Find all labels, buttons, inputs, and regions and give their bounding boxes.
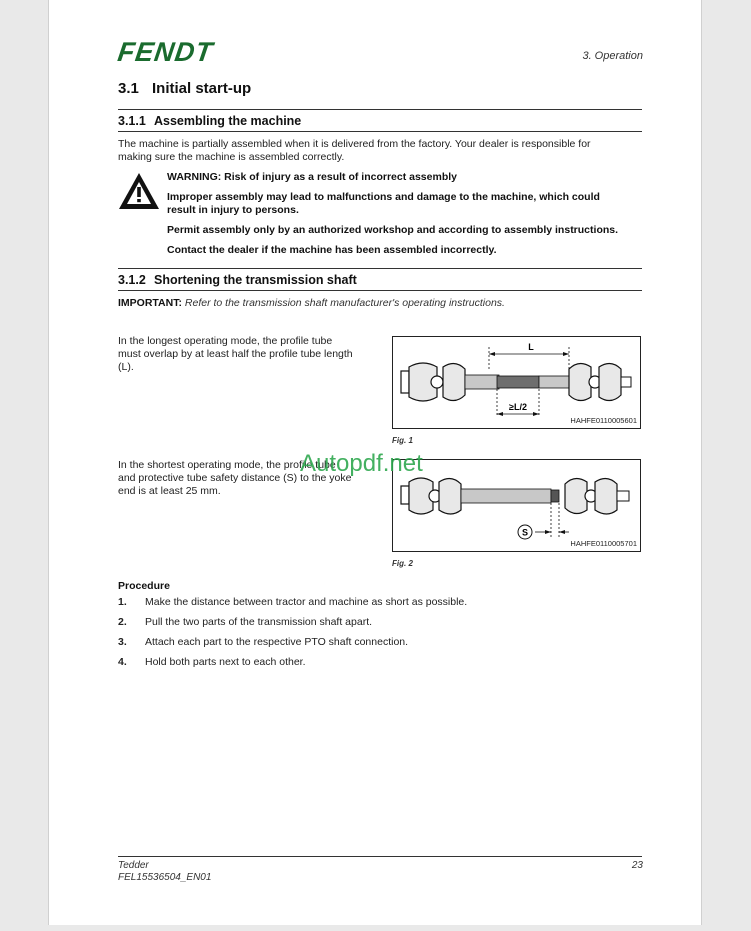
figure-code: HAHFE0110005701 (570, 539, 637, 548)
figure-1-caption: Fig. 1 (392, 436, 413, 445)
overlap-tube (497, 376, 539, 388)
section-number: 3.1 (118, 80, 139, 97)
procedure-step (118, 596, 467, 608)
dim-label-half-L: ≥L/2 (509, 402, 527, 412)
important-text: Refer to the transmission shaft manufacturer's operating instructions. (184, 297, 505, 309)
procedure-step (118, 636, 408, 648)
right-yoke (565, 478, 587, 513)
figure-2 (392, 459, 641, 552)
subsection-title: Assembling the machine (154, 114, 302, 128)
left-flange (401, 486, 409, 504)
figure-code: HAHFE0110005601 (570, 416, 637, 425)
warning-action-2: Contact the dealer if the machine has been assembled incorrectly. (167, 244, 497, 256)
important-note (118, 297, 505, 309)
shaft-shortest-illustration (393, 460, 640, 551)
left-flange (401, 371, 409, 393)
watermark: Autopdf.net (300, 450, 423, 477)
step-text: Attach each part to the respective PTO shaft connection. (145, 636, 409, 648)
subsection-heading-assembling (118, 114, 301, 128)
subsection-title: Shortening the transmission shaft (154, 273, 357, 287)
profile-tube (461, 489, 551, 503)
profile-tube-left (465, 375, 499, 389)
footer-product: Tedder (118, 860, 149, 871)
subsection-number: 3.1.2 (118, 273, 146, 287)
text-line: result in injury to persons. (167, 204, 299, 216)
safety-gap-tube (551, 490, 559, 502)
brand-logo: FENDT (115, 37, 216, 67)
procedure-step (118, 616, 372, 628)
text-line: must overlap by at least half the profile tube length (118, 348, 353, 360)
figure-1 (392, 336, 641, 429)
text-line: In the longest operating mode, the profile tube (118, 335, 333, 347)
divider (118, 109, 642, 110)
divider (118, 131, 642, 132)
page-number: 23 (631, 860, 643, 871)
text-line: (L). (118, 361, 134, 373)
left-yoke-outer (439, 478, 461, 514)
dim-label-L: L (528, 342, 534, 352)
step-text: Hold both parts next to each other. (145, 656, 306, 668)
text-line: and protective tube safety distance (S) to the yoke (118, 472, 352, 484)
warning-triangle-icon (118, 172, 160, 210)
left-joint (431, 376, 443, 388)
step-text: Make the distance between tractor and machine as short as possible. (145, 596, 468, 608)
right-stub (617, 491, 629, 501)
warning-consequence (167, 191, 637, 217)
right-stub (621, 377, 631, 387)
right-yoke-outer (599, 363, 621, 400)
text-line: In the shortest operating mode, the profile tube (118, 459, 336, 471)
step-number: 3. (118, 636, 127, 648)
section-heading (118, 80, 251, 97)
divider (118, 268, 642, 269)
fig1-description (118, 335, 373, 374)
procedure-step (118, 656, 306, 668)
profile-tube-right (539, 376, 569, 388)
text-line: The machine is partially assembled when it is delivered from the factory. Your dealer is responsible for (118, 138, 591, 150)
footer-doc-code: FEL15536504_EN01 (118, 872, 212, 883)
warning-title: WARNING: Risk of injury as a result of incorrect assembly (167, 171, 457, 183)
procedure-heading: Procedure (118, 580, 170, 592)
text-line: end is at least 25 mm. (118, 485, 221, 497)
left-yoke-outer (443, 363, 465, 400)
step-number: 2. (118, 616, 127, 628)
warning-action-1: Permit assembly only by an authorized workshop and according to assembly instructions. (167, 224, 619, 236)
text-line: making sure the machine is assembled correctly. (118, 151, 345, 163)
text-line: Improper assembly may lead to malfunctions and damage to the machine, which could (167, 191, 600, 203)
figure-2-caption: Fig. 2 (392, 559, 413, 568)
step-text: Pull the two parts of the transmission shaft apart. (145, 616, 373, 628)
section-title: Initial start-up (152, 80, 252, 97)
important-label: IMPORTANT: (118, 297, 182, 309)
step-number: 4. (118, 656, 127, 668)
subsection-number: 3.1.1 (118, 114, 146, 128)
shaft-longest-illustration (393, 337, 640, 428)
step-number: 1. (118, 596, 127, 608)
footer-divider (118, 856, 642, 857)
right-yoke-outer (595, 478, 617, 514)
subsection-heading-shortening (118, 273, 357, 287)
chapter-header: 3. Operation (582, 50, 643, 62)
dim-label-S: S (521, 527, 529, 538)
assembling-intro (118, 138, 628, 164)
right-yoke (569, 363, 591, 400)
divider (118, 290, 642, 291)
